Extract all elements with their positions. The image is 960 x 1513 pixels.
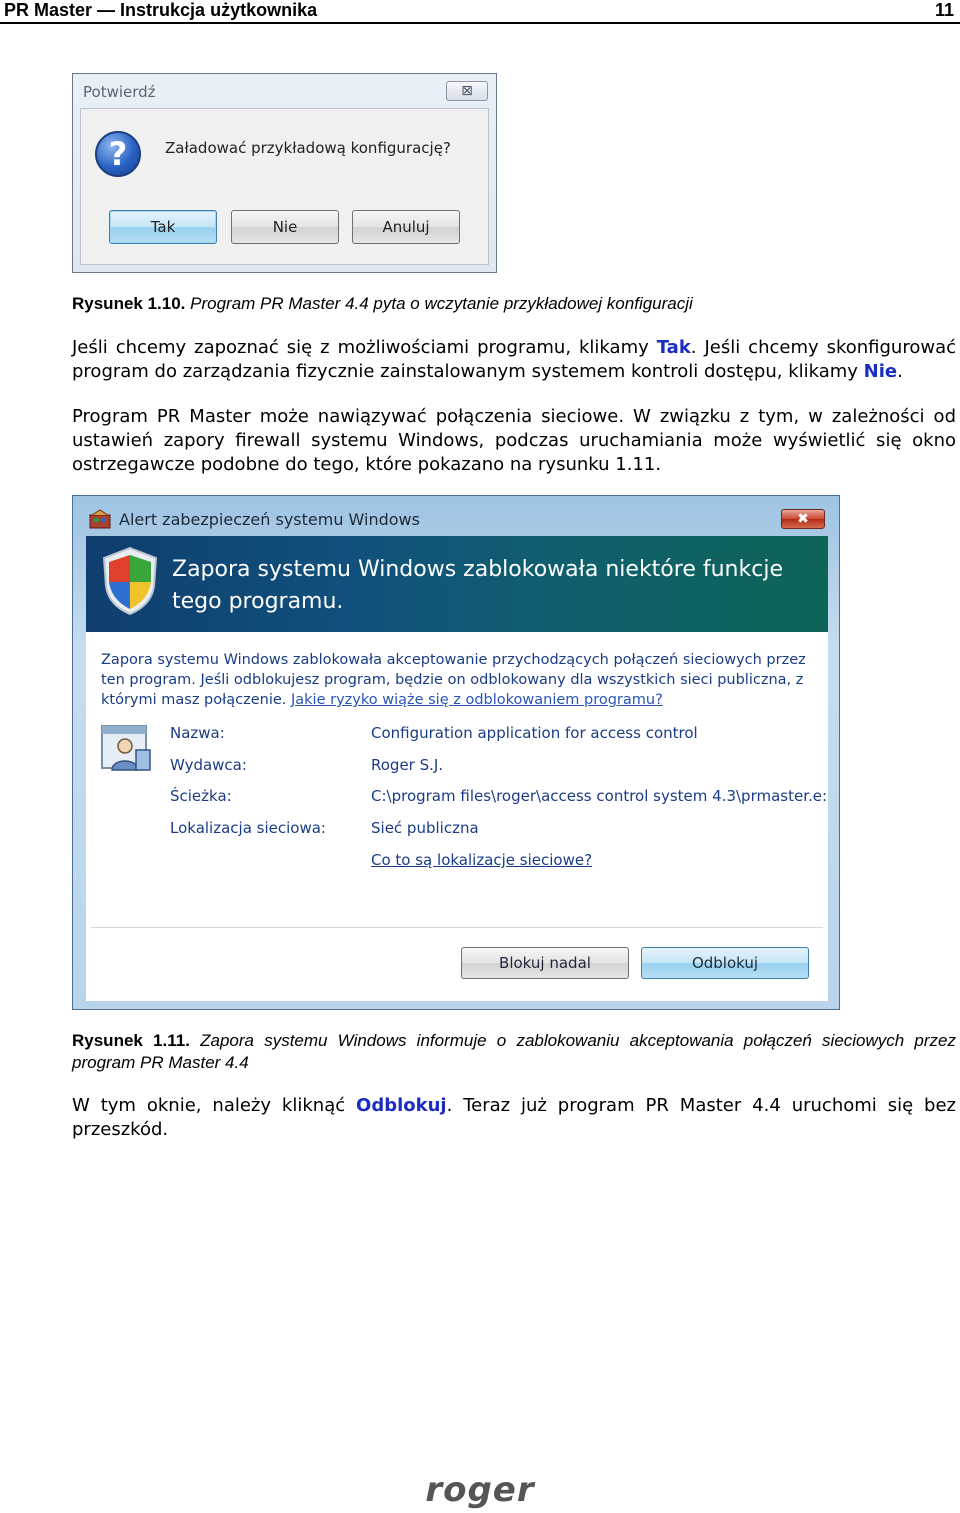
application-icon	[100, 724, 152, 776]
risk-info-link[interactable]: Jakie ryzyko wiąże się z odblokowaniem programu?	[291, 692, 663, 708]
warning-banner	[86, 536, 828, 632]
close-icon[interactable]: ✖	[781, 509, 825, 529]
dialog-title: Potwierdź	[83, 83, 156, 101]
keep-blocking-button[interactable]: Blokuj nadal	[461, 947, 629, 979]
close-icon[interactable]: ⊠	[446, 81, 488, 101]
publisher-value: Roger S.J.	[371, 756, 444, 774]
document-title: PR Master — Instrukcja użytkownika	[4, 0, 318, 20]
dialog-title: Alert zabezpieczeń systemu Windows	[119, 510, 420, 529]
paragraph-text: W tym oknie, należy kliknąć	[72, 1095, 357, 1116]
highlight-nie: Nie	[863, 361, 898, 382]
paragraph-text: .	[897, 361, 903, 382]
dialog-body	[86, 632, 828, 1001]
dialog-titlebar	[73, 496, 839, 532]
roger-logo: roger	[425, 1470, 535, 1510]
caption-label: Rysunek 1.10.	[72, 294, 186, 313]
yes-button[interactable]: Tak	[109, 210, 217, 244]
divider	[91, 927, 823, 928]
name-value: Configuration application for access control	[371, 724, 698, 742]
dialog-message: Załadować przykładową konfigurację?	[165, 139, 451, 157]
caption-text: Program PR Master 4.4 pyta o wczytanie przykładowej konfiguracji	[190, 294, 693, 313]
question-icon: ?	[95, 131, 141, 177]
dialog-titlebar	[73, 74, 496, 108]
paragraph-3	[72, 1094, 956, 1142]
security-icon	[89, 509, 111, 529]
paragraph-text: . Teraz już program PR Master 4.4 uruchomi się bez przeszkód.	[72, 1095, 956, 1140]
confirm-dialog-screenshot	[72, 73, 497, 273]
intro-text	[101, 650, 821, 710]
shield-icon	[102, 546, 158, 616]
paragraph-text: Jeśli chcemy zapoznać się z możliwościami programu, klikamy	[72, 337, 657, 358]
path-value: C:\program files\roger\access control system 4.3\prmaster.e:	[371, 787, 828, 805]
name-label: Nazwa:	[170, 724, 225, 742]
publisher-label: Wydawca:	[170, 756, 247, 774]
page-number: 11	[934, 0, 954, 20]
banner-heading: Zapora systemu Windows zablokowała niektóre funkcje tego programu.	[172, 557, 783, 614]
network-locations-link[interactable]: Co to są lokalizacje sieciowe?	[371, 851, 593, 869]
path-label: Ścieżka:	[170, 787, 232, 805]
paragraph-1	[72, 336, 956, 384]
paragraph-text: . Jeśli chcemy skonfigurować program do zarządzania fizycznie zainstalowanym systemem kontroli dostępu, klikamy	[72, 337, 957, 382]
no-button[interactable]: Nie	[231, 210, 339, 244]
network-location-label: Lokalizacja sieciowa:	[170, 819, 326, 837]
dialog-client-area	[80, 108, 489, 265]
network-location-value: Sieć publiczna	[371, 819, 479, 837]
firewall-alert-screenshot	[72, 495, 840, 1010]
highlight-tak: Tak	[656, 337, 691, 358]
caption-text: Zapora systemu Windows informuje o zablokowaniu akceptowania połączeń sieciowych przez program PR Master 4.4	[72, 1031, 956, 1072]
page-header	[0, 0, 960, 24]
unblock-button[interactable]: Odblokuj	[641, 947, 809, 979]
highlight-odblokuj: Odblokuj	[356, 1095, 447, 1116]
paragraph-2: Program PR Master może nawiązywać połączenia sieciowe. W związku z tym, w zależności od ustawień zapory firewall systemu Windows, podczas uruchamiania może wyświetlić się okno ostrzegawcze podobne do tego, które pokazano na rysunku 1.11.	[72, 406, 956, 475]
figure-caption-2	[72, 1030, 956, 1074]
cancel-button[interactable]: Anuluj	[352, 210, 460, 244]
figure-caption-1	[72, 293, 956, 315]
intro-paragraph: Zapora systemu Windows zablokowała akceptowanie przychodzących połączeń sieciowych przez ten program. Jeśli odblokujesz program, będzie on odblokowany dla wszystkich sieci publiczna, z którymi masz połączenie.	[101, 652, 806, 708]
caption-label: Rysunek 1.11.	[72, 1031, 190, 1050]
